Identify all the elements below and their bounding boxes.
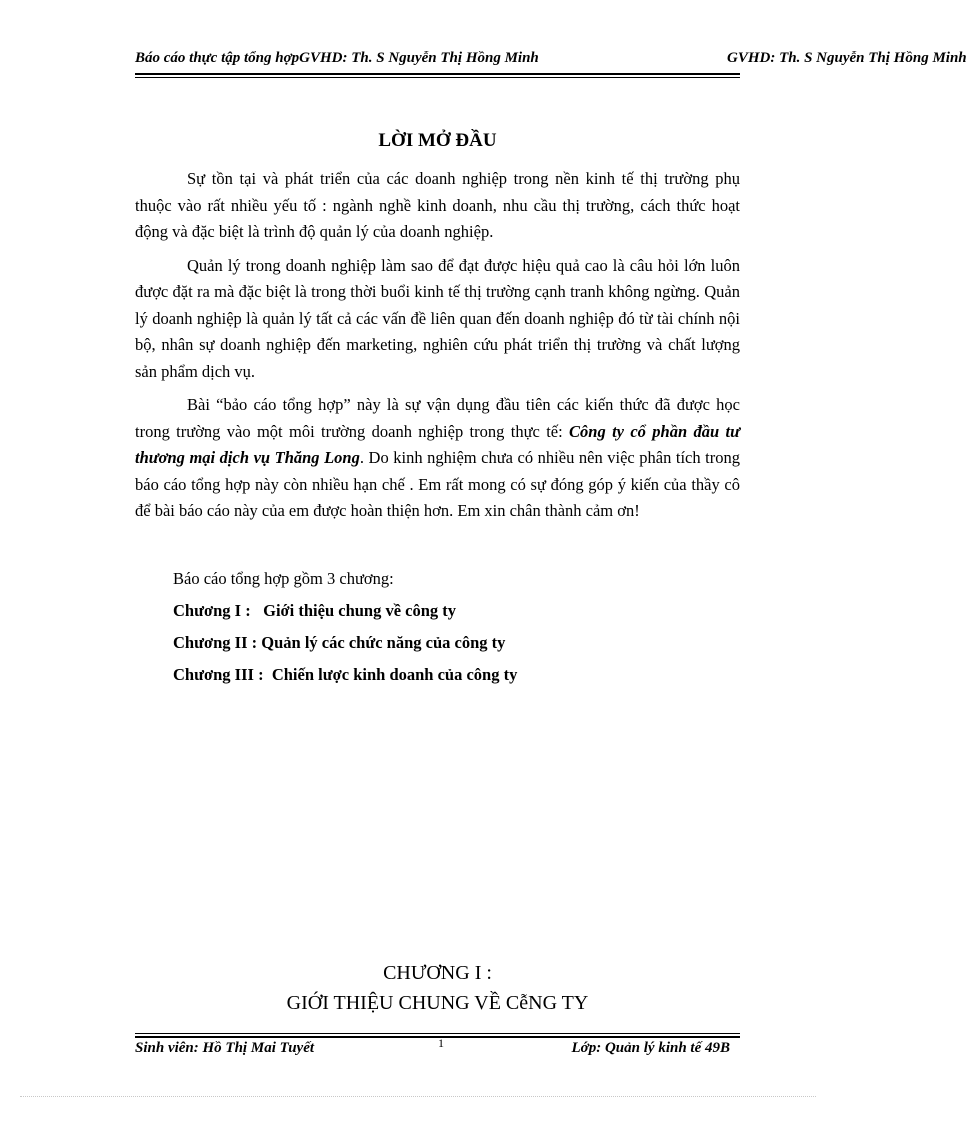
chapter-3-label: Chương III : [173, 665, 264, 684]
page-header [135, 50, 967, 74]
company-name: Công ty cổ phần đầu tư thương mại dịch vụ Thăng Long [135, 421, 740, 467]
chapter-3-title: Chiến lược kinh doanh của công ty [271, 665, 518, 684]
header-right-text: GVHD: Th. S Nguyễn Thị Hồng Minh [727, 50, 967, 66]
page-number: 1 [438, 1036, 444, 1050]
footer-class: Lớp: Quản lý kinh tế 49B [571, 1040, 730, 1056]
header-left-text: Báo cáo thực tập tổng hợpGVHD: Th. S Nguyễn Thị Hồng Minh [135, 50, 539, 66]
paragraph-2: Quản lý trong doanh nghiệp làm sao để đạt được hiệu quả cao là câu hỏi lớn luôn được đặt ra mà đặc biệt là trong thời buổi kinh tế thị trường cạnh tranh không ngừng. Quản lý doanh nghiệp là quản lý tất cả các vấn đề liên quan đến doanh nghiệp đó từ tài chính nội bộ, nhân sự doanh nghiệp đến marketing, nghiên cứu phát triển thị trường và chất lượng sản phẩm dịch vụ. [135, 255, 740, 381]
outline-intro: Báo cáo tổng hợp gồm 3 chương: [173, 569, 394, 588]
intro-body [135, 166, 740, 532]
document-title: LỜI MỞ ĐẦU [378, 130, 497, 151]
page-footer [135, 1036, 740, 1062]
chapter-heading-title: GIỚI THIỆU CHUNG VỀ CễNG TY [286, 992, 589, 1014]
chapter-heading [135, 958, 740, 1018]
chapter-heading-number: CHƯƠNG I : [383, 962, 492, 984]
paragraph-3-lead: Bài “bảo cáo tổng hợp” này là sự vận dụng đầu tiên các kiến thức đã được học trong trường vào một môi trường doanh nghiệp trong thực tế: [135, 395, 740, 441]
header-rule-thin [135, 77, 740, 78]
chapter-1-title: Giới thiệu chung về công ty [263, 601, 457, 620]
outline-chapter-2 [173, 627, 517, 659]
outline-chapter-1 [173, 595, 517, 627]
page-bottom-edge [20, 1096, 816, 1097]
chapter-2-label: Chương II : [173, 633, 258, 652]
footer-student: Sinh viên: Hồ Thị Mai Tuyết [135, 1040, 315, 1056]
chapter-outline [173, 563, 517, 691]
paragraph-3-tail: . Do kinh nghiệm chưa có nhiều nên việc phân tích trong báo cáo tổng hợp này còn nhiều hạn chế . Em rất mong có sự đóng góp ý kiến của thầy cô để bài báo cáo này của em được hoàn thiện hơn. Em xin chân thành cảm ơn! [135, 448, 741, 520]
outline-chapter-3 [173, 659, 517, 691]
paragraph-1: Sự tồn tại và phát triển của các doanh nghiệp trong nền kinh tế thị trường phụ thuộc vào rất nhiều yếu tố : ngành nghề kinh doanh, nhu cầu thị trường, cách thức hoạt động và đặc biệt là trình độ quản lý của doanh nghiệp. [135, 169, 740, 241]
paragraph-3 [135, 392, 740, 525]
chapter-2-title: Quản lý các chức năng của công ty [261, 633, 506, 652]
header-rule-thick [135, 73, 740, 75]
footer-rule-thin [135, 1033, 740, 1034]
chapter-1-label: Chương I : [173, 601, 251, 620]
